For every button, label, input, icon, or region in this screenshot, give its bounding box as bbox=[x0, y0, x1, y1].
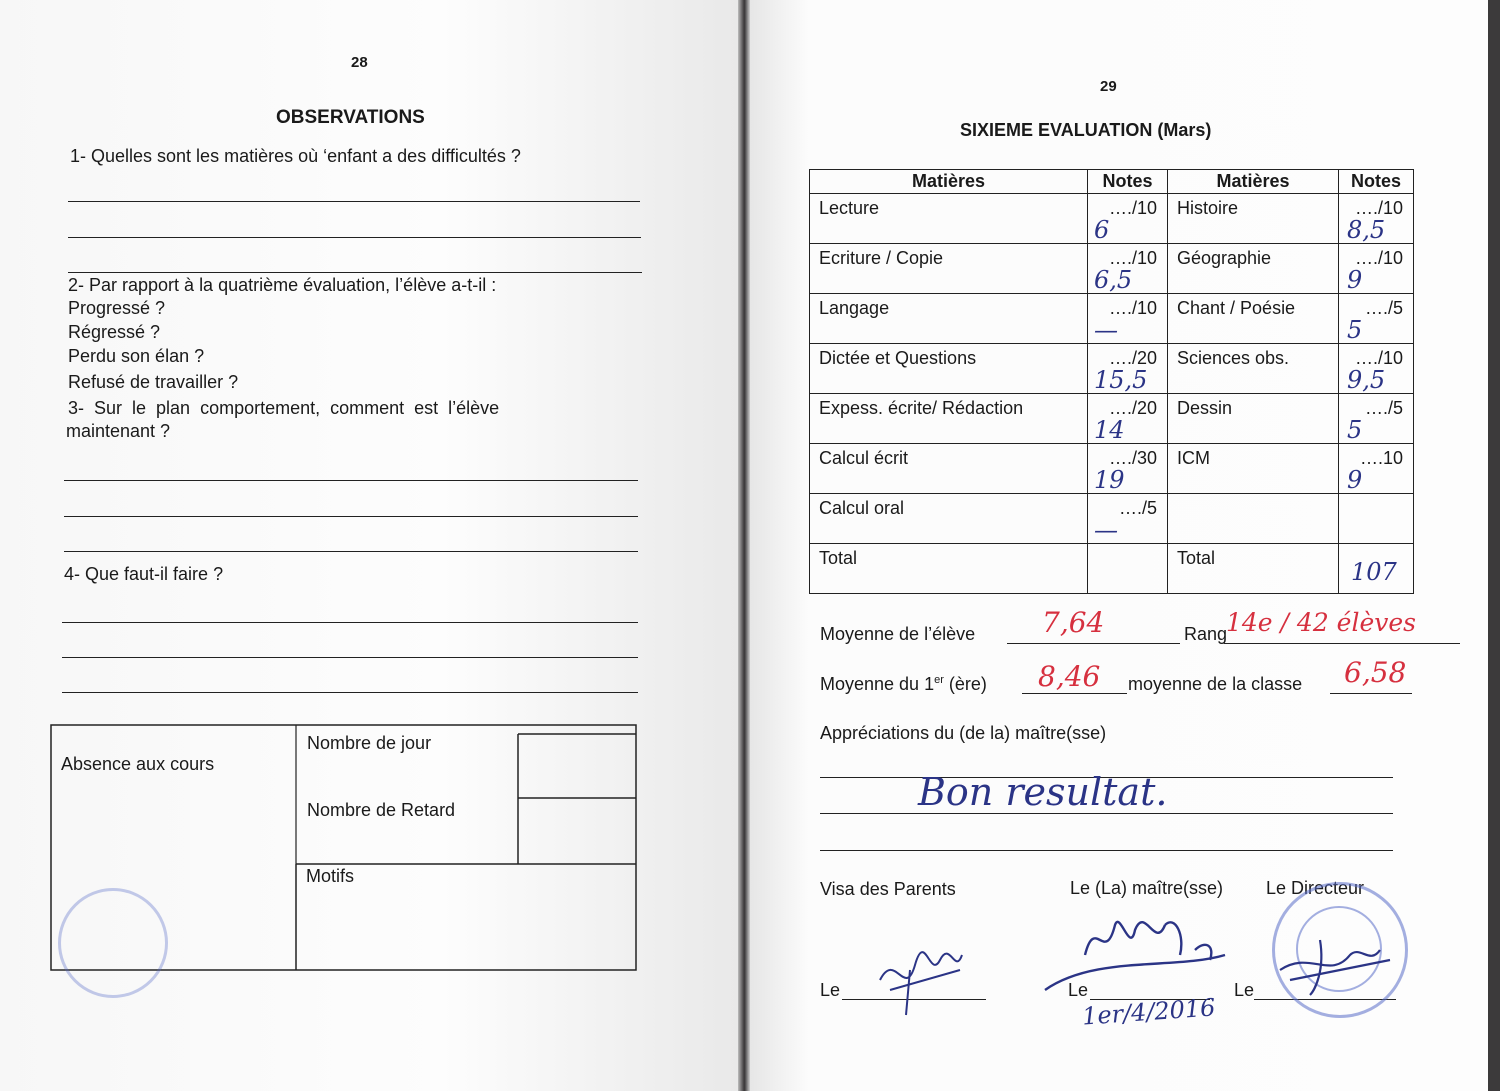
grade-value: 6,5 bbox=[1094, 266, 1133, 294]
note-cell bbox=[1339, 344, 1414, 394]
moyenne-classe-value: 6,58 bbox=[1344, 656, 1407, 689]
page-title: OBSERVATIONS bbox=[276, 107, 425, 128]
appreciation-line bbox=[820, 850, 1393, 851]
answer-line bbox=[64, 551, 638, 552]
moyenne-premier-value: 8,46 bbox=[1038, 660, 1101, 693]
subject-cell bbox=[1168, 294, 1339, 344]
question-3: 3- Sur le plan comportement, comment est l’élève bbox=[68, 398, 500, 418]
header-matieres: Matières bbox=[810, 170, 1088, 194]
moyenne-eleve-label: Moyenne de l’élève bbox=[820, 624, 976, 644]
note-cell bbox=[1339, 494, 1414, 544]
answer-line bbox=[64, 516, 638, 517]
note-cell-text: …./5 bbox=[1364, 398, 1403, 418]
fill-line bbox=[1022, 693, 1127, 694]
le-maitre: Le bbox=[1068, 980, 1089, 1000]
grade-value: — bbox=[1094, 516, 1118, 544]
days-label: Nombre de jour bbox=[307, 733, 432, 753]
option-refuse-travailler: Refusé de travailler ? bbox=[68, 372, 239, 392]
header-notes: Notes bbox=[1339, 170, 1414, 194]
appreciations-label: Appréciations du (de la) maître(sse) bbox=[820, 723, 1107, 743]
table-row bbox=[810, 294, 1414, 344]
subject-cell-text: Expess. écrite/ Rédaction bbox=[819, 398, 1024, 418]
subject-cell bbox=[810, 244, 1088, 294]
header-notes: Notes bbox=[1088, 170, 1168, 194]
subject-cell bbox=[810, 394, 1088, 444]
signature-date: 1er/4/2016 bbox=[1081, 993, 1217, 1031]
option-regresse: Régressé ? bbox=[68, 322, 161, 342]
table-row bbox=[810, 494, 1414, 544]
note-cell bbox=[1088, 294, 1168, 344]
subject-cell bbox=[810, 344, 1088, 394]
answer-line bbox=[62, 622, 638, 623]
table-row bbox=[810, 394, 1414, 444]
grade-value: 107 bbox=[1351, 558, 1397, 586]
subject-cell-text: Lecture bbox=[819, 198, 880, 218]
table-row bbox=[810, 244, 1414, 294]
fill-line bbox=[1007, 643, 1180, 644]
page-title: SIXIEME EVALUATION (Mars) bbox=[960, 120, 1212, 140]
subject-cell-text: Géographie bbox=[1177, 248, 1272, 268]
answer-line bbox=[62, 657, 638, 658]
grade-value: 9 bbox=[1347, 266, 1363, 294]
grade-value: 9 bbox=[1347, 466, 1363, 494]
subject-cell bbox=[810, 194, 1088, 244]
option-perdu-elan: Perdu son élan ? bbox=[68, 346, 205, 366]
fill-line bbox=[1224, 643, 1460, 644]
moyenne-premier-text: Moyenne du 1 bbox=[820, 674, 935, 694]
question-1: 1- Quelles sont les matières où ‘enfant a des difficultés ? bbox=[70, 146, 521, 166]
question-3-cont: maintenant ? bbox=[66, 421, 171, 441]
grade-value: 8,5 bbox=[1347, 216, 1386, 244]
grade-value: — bbox=[1094, 316, 1118, 344]
answer-line bbox=[68, 272, 642, 273]
subject-cell-text: Calcul écrit bbox=[819, 448, 909, 468]
answer-line bbox=[62, 692, 638, 693]
note-cell-text: …./10 bbox=[1354, 248, 1403, 268]
note-cell bbox=[1339, 294, 1414, 344]
subject-cell-text: Chant / Poésie bbox=[1177, 298, 1296, 318]
subject-cell bbox=[1168, 444, 1339, 494]
subject-cell-text: Sciences obs. bbox=[1177, 348, 1290, 368]
maitre-label: Le (La) maître(sse) bbox=[1070, 878, 1224, 898]
note-cell bbox=[1339, 544, 1414, 594]
grade-value: 5 bbox=[1347, 416, 1363, 444]
grade-value: 15,5 bbox=[1094, 366, 1148, 394]
subject-cell bbox=[1168, 194, 1339, 244]
page-number: 28 bbox=[351, 54, 368, 71]
moyenne-eleve-value: 7,64 bbox=[1042, 606, 1105, 639]
note-cell-text: …./20 bbox=[1108, 348, 1157, 368]
subject-cell-text: Dictée et Questions bbox=[819, 348, 977, 368]
grade-value: 5 bbox=[1347, 316, 1363, 344]
subject-cell-text: Total bbox=[1177, 548, 1216, 568]
stamp-icon bbox=[58, 888, 168, 998]
grade-value: 14 bbox=[1094, 416, 1125, 444]
subject-cell bbox=[1168, 494, 1339, 544]
header-matieres: Matières bbox=[1168, 170, 1339, 194]
answer-line bbox=[68, 237, 641, 238]
subject-cell bbox=[1168, 344, 1339, 394]
subject-cell bbox=[810, 494, 1088, 544]
note-cell-text: ….10 bbox=[1359, 448, 1403, 468]
option-progresse: Progressé ? bbox=[68, 298, 166, 318]
appreciation-value: Bon resultat. bbox=[918, 770, 1168, 814]
subject-cell-text: Ecriture / Copie bbox=[819, 248, 944, 268]
grades-table bbox=[809, 169, 1414, 594]
subject-cell-text: Dessin bbox=[1177, 398, 1233, 418]
late-label: Nombre de Retard bbox=[307, 800, 456, 820]
right-page bbox=[750, 0, 1488, 1091]
note-cell bbox=[1339, 444, 1414, 494]
note-cell bbox=[1088, 244, 1168, 294]
table-row bbox=[810, 444, 1414, 494]
director-signature-icon bbox=[1250, 920, 1400, 1000]
subject-cell-text: ICM bbox=[1177, 448, 1210, 468]
note-cell-text: …./30 bbox=[1108, 448, 1157, 468]
le-directeur: Le bbox=[1234, 980, 1255, 1000]
note-cell bbox=[1088, 544, 1168, 594]
table-row bbox=[810, 344, 1414, 394]
fill-line bbox=[1330, 693, 1412, 694]
note-cell-text: …./10 bbox=[1108, 298, 1157, 318]
grade-value: 6 bbox=[1094, 216, 1110, 244]
table-row bbox=[810, 194, 1414, 244]
moyenne-premier-label bbox=[820, 674, 987, 695]
subject-cell bbox=[810, 294, 1088, 344]
rang-value: 14e / 42 élèves bbox=[1226, 608, 1417, 637]
note-cell bbox=[1088, 394, 1168, 444]
subject-cell bbox=[1168, 394, 1339, 444]
note-cell bbox=[1339, 244, 1414, 294]
teacher-signature-icon bbox=[1035, 895, 1255, 1005]
page-number: 29 bbox=[1100, 78, 1117, 95]
subject-cell-text: Langage bbox=[819, 298, 890, 318]
moyenne-classe-label: moyenne de la classe bbox=[1128, 674, 1303, 694]
note-cell bbox=[1339, 394, 1414, 444]
note-cell-text: …./10 bbox=[1354, 198, 1403, 218]
subject-cell-text: Histoire bbox=[1177, 198, 1239, 218]
note-cell bbox=[1088, 494, 1168, 544]
question-2: 2- Par rapport à la quatrième évaluation, l’élève a-t-il : bbox=[68, 275, 497, 295]
moyenne-premier-suffix: (ère) bbox=[948, 674, 987, 694]
question-4: 4- Que faut-il faire ? bbox=[64, 564, 224, 584]
note-cell bbox=[1088, 444, 1168, 494]
moyenne-premier-sup: er bbox=[934, 674, 944, 686]
subject-cell-text: Calcul oral bbox=[819, 498, 905, 518]
table-row bbox=[810, 544, 1414, 594]
rang-label: Rang bbox=[1184, 624, 1228, 644]
visa-parents-label: Visa des Parents bbox=[820, 879, 956, 899]
note-cell bbox=[1088, 344, 1168, 394]
parent-signature-icon bbox=[870, 940, 970, 1020]
subject-cell bbox=[810, 444, 1088, 494]
subject-cell bbox=[1168, 544, 1339, 594]
absence-label: Absence aux cours bbox=[61, 754, 215, 774]
subject-cell-text: Total bbox=[819, 548, 858, 568]
note-cell-text: …./10 bbox=[1354, 348, 1403, 368]
note-cell-text: …./5 bbox=[1364, 298, 1403, 318]
grade-value: 9,5 bbox=[1347, 366, 1386, 394]
note-cell-text: …./5 bbox=[1118, 498, 1157, 518]
directeur-label: Le Directeur bbox=[1266, 878, 1365, 898]
note-cell-text: …./10 bbox=[1108, 248, 1157, 268]
note-cell bbox=[1088, 194, 1168, 244]
reasons-label: Motifs bbox=[306, 866, 355, 886]
answer-line bbox=[68, 201, 640, 202]
note-cell-text: …./20 bbox=[1108, 398, 1157, 418]
grade-value: 19 bbox=[1094, 466, 1125, 494]
subject-cell bbox=[810, 544, 1088, 594]
book-spine bbox=[738, 0, 750, 1091]
le-parents: Le bbox=[820, 980, 841, 1000]
subject-cell bbox=[1168, 244, 1339, 294]
note-cell-text: …./10 bbox=[1108, 198, 1157, 218]
note-cell bbox=[1339, 194, 1414, 244]
answer-line bbox=[64, 480, 638, 481]
left-page bbox=[0, 0, 738, 1091]
